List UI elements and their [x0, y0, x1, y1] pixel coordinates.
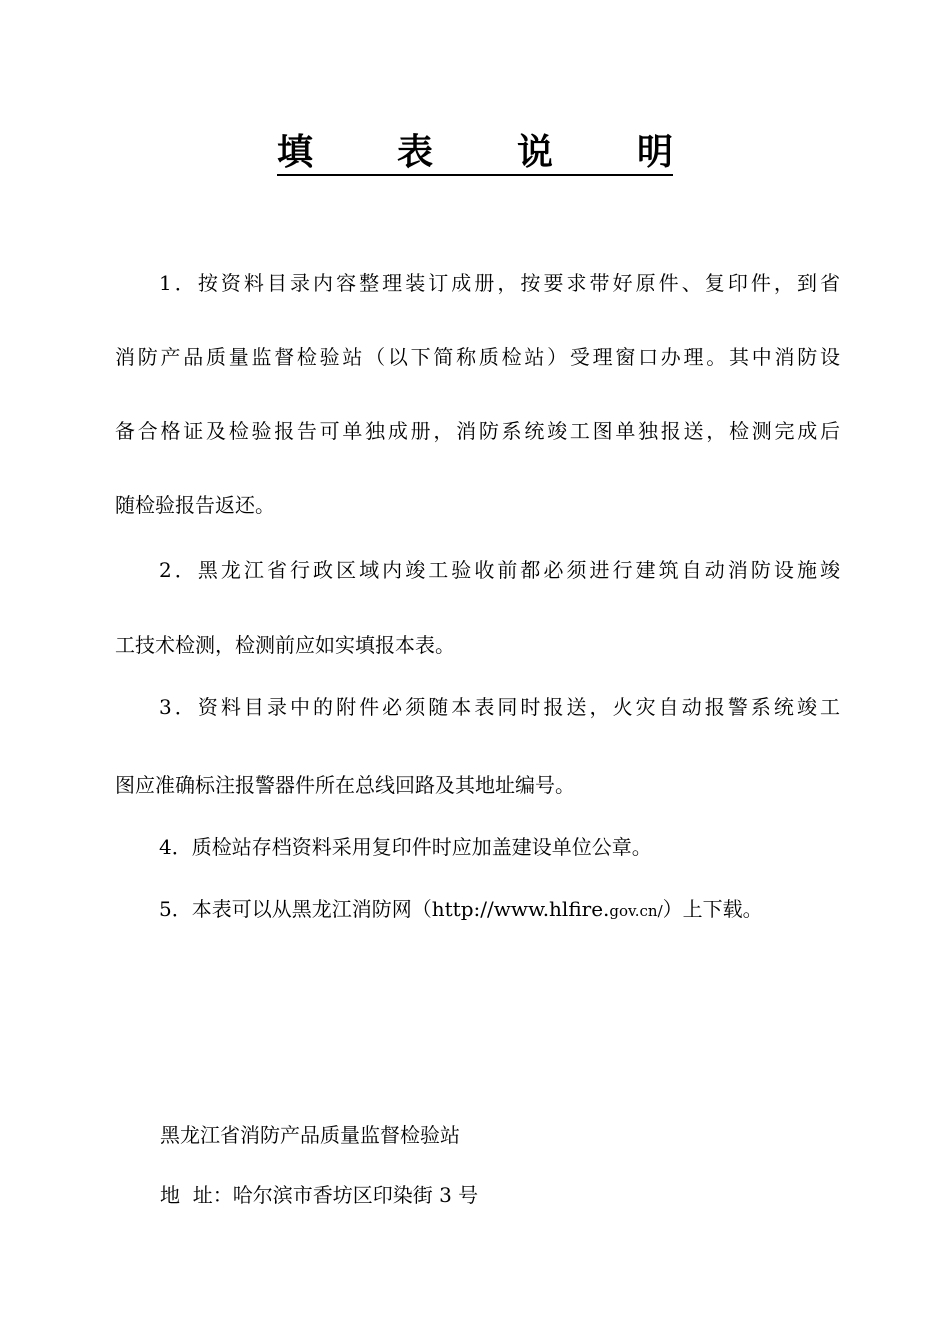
instruction-item-1-line-3: 备合格证及检验报告可单独成册，消防系统竣工图单独报送，检测完成后: [115, 419, 840, 443]
instruction-item-3-line-1: [115, 670, 840, 744]
instruction-item-1-line-2: 消防产品质量监督检验站（以下简称质检站）受理窗口办理。其中消防设: [115, 345, 840, 369]
page-title: [0, 128, 950, 176]
title-char-4: 明: [637, 131, 674, 173]
footer-address-value: 哈尔滨市香坊区印染街 3 号: [232, 1183, 479, 1207]
instruction-item-1-line-4: 随检验报告返还。: [115, 493, 275, 517]
item-number: 2．: [159, 558, 198, 582]
instruction-item-1-line-1: [115, 246, 840, 320]
page-title-text: [277, 130, 673, 176]
footer-address: [160, 1180, 478, 1210]
footer-org-name: 黑龙江省消防产品质量监督检验站: [160, 1123, 460, 1147]
item-text: 资料目录中的附件必须随本表同时报送，火灾自动报警系统竣工: [197, 695, 840, 719]
item-text: 黑龙江省行政区域内竣工验收前都必须进行建筑自动消防设施竣: [197, 558, 840, 582]
instruction-item-2-line-1: [115, 533, 840, 607]
item-number: 4．: [159, 835, 192, 859]
item-number: 1．: [159, 271, 198, 295]
instruction-item-2-line-2: 工技术检测，检测前应如实填报本表。: [115, 633, 455, 657]
instruction-item-5: [115, 872, 840, 948]
item-number: 5．: [159, 897, 192, 921]
title-char-1: 填: [276, 131, 313, 173]
instruction-item-2: [115, 533, 840, 683]
footer-address-label: 地 址：: [160, 1183, 233, 1207]
instruction-item-1: [115, 246, 840, 542]
instruction-item-5-line-1: [115, 872, 840, 948]
instruction-item-3: [115, 670, 840, 826]
item-text: 按资料目录内容整理装订成册，按要求带好原件、复印件，到省: [197, 271, 840, 295]
title-char-2: 表: [396, 131, 433, 173]
instruction-item-3-line-2: 图应准确标注报警器件所在总线回路及其地址编号。: [115, 773, 575, 797]
item-text-end: ）上下载。: [662, 897, 763, 921]
website-domain-suffix: gov.cn/: [609, 902, 663, 920]
item-text: 质检站存档资料采用复印件时应加盖建设单位公章。: [191, 835, 652, 859]
title-char-3: 说: [517, 131, 554, 173]
item-number: 3．: [159, 695, 198, 719]
item-text: 本表可以从黑龙江消防网（http://www.hlfire.: [191, 897, 610, 921]
